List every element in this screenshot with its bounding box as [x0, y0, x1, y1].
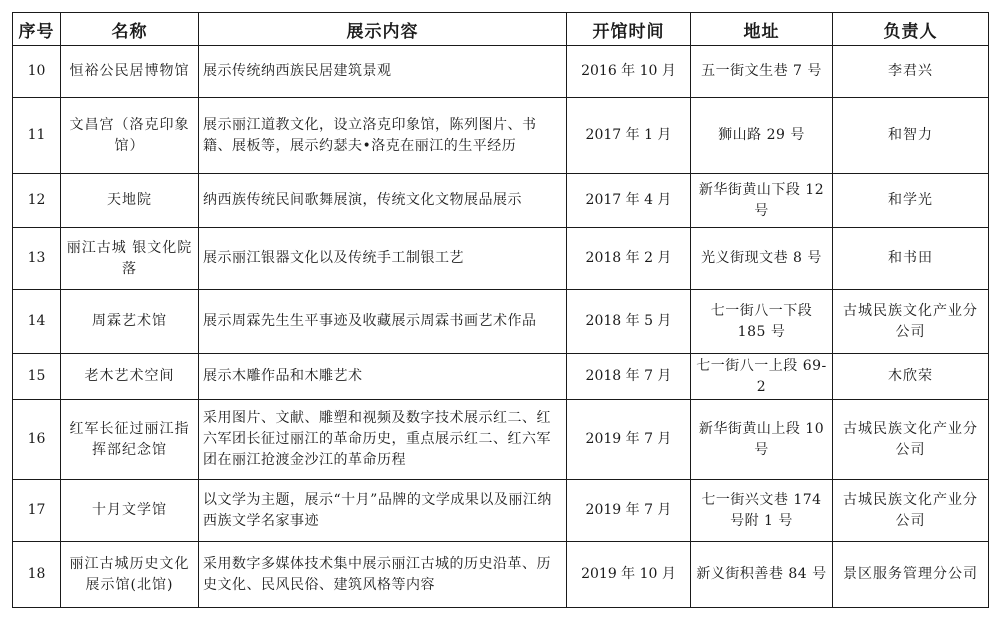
row-opening: 2018 年 2 月 — [567, 228, 691, 290]
row-no: 15 — [13, 354, 61, 400]
row-name: 红军长征过丽江指挥部纪念馆 — [61, 400, 199, 480]
row-address: 七一街八一上段 69-2 — [691, 354, 833, 400]
table-row — [13, 400, 989, 480]
table-row — [13, 290, 989, 354]
row-content: 展示传统纳西族民居建筑景观 — [199, 46, 567, 98]
row-content: 展示丽江道教文化，设立洛克印象馆，陈列图片、书籍、展板等，展示约瑟夫•洛克在丽江的生平经历 — [199, 98, 567, 174]
row-opening: 2016 年 10 月 — [567, 46, 691, 98]
row-no: 11 — [13, 98, 61, 174]
row-no: 12 — [13, 174, 61, 228]
row-no: 14 — [13, 290, 61, 354]
row-owner: 景区服务管理分公司 — [833, 542, 989, 608]
header-name: 名称 — [61, 13, 199, 46]
row-name: 丽江古城 银文化院落 — [61, 228, 199, 290]
table-row — [13, 542, 989, 608]
row-owner: 古城民族文化产业分公司 — [833, 290, 989, 354]
row-no: 13 — [13, 228, 61, 290]
row-owner: 和智力 — [833, 98, 989, 174]
row-address: 五一街文生巷 7 号 — [691, 46, 833, 98]
row-content: 展示丽江银器文化以及传统手工制银工艺 — [199, 228, 567, 290]
row-owner: 和学光 — [833, 174, 989, 228]
table-row — [13, 98, 989, 174]
table-row — [13, 354, 989, 400]
row-name: 老木艺术空间 — [61, 354, 199, 400]
row-name: 十月文学馆 — [61, 480, 199, 542]
row-opening: 2017 年 1 月 — [567, 98, 691, 174]
row-content: 采用图片、文献、雕塑和视频及数字技术展示红二、红六军团长征过丽江的革命历史，重点展示红二、红六军团在丽江抢渡金沙江的革命历程 — [199, 400, 567, 480]
row-content: 纳西族传统民间歌舞展演，传统文化文物展品展示 — [199, 174, 567, 228]
table-row — [13, 46, 989, 98]
row-address: 七一街兴文巷 174 号附 1 号 — [691, 480, 833, 542]
row-name: 文昌宫（洛克印象馆） — [61, 98, 199, 174]
header-owner: 负责人 — [833, 13, 989, 46]
row-address: 新义街积善巷 84 号 — [691, 542, 833, 608]
row-content: 采用数字多媒体技术集中展示丽江古城的历史沿革、历史文化、民风民俗、建筑风格等内容 — [199, 542, 567, 608]
row-content: 展示木雕作品和木雕艺术 — [199, 354, 567, 400]
row-no: 17 — [13, 480, 61, 542]
row-owner: 李君兴 — [833, 46, 989, 98]
row-opening: 2017 年 4 月 — [567, 174, 691, 228]
row-opening: 2018 年 5 月 — [567, 290, 691, 354]
row-no: 18 — [13, 542, 61, 608]
row-owner: 古城民族文化产业分公司 — [833, 480, 989, 542]
row-address: 新华街黄山下段 12 号 — [691, 174, 833, 228]
row-name: 丽江古城历史文化展示馆(北馆) — [61, 542, 199, 608]
row-name: 恒裕公民居博物馆 — [61, 46, 199, 98]
row-owner: 木欣荣 — [833, 354, 989, 400]
row-address: 七一街八一下段 185 号 — [691, 290, 833, 354]
table-row — [13, 480, 989, 542]
row-address: 狮山路 29 号 — [691, 98, 833, 174]
table-header-row — [13, 13, 989, 46]
row-no: 16 — [13, 400, 61, 480]
row-owner: 和书田 — [833, 228, 989, 290]
row-opening: 2019 年 7 月 — [567, 400, 691, 480]
row-name: 天地院 — [61, 174, 199, 228]
row-no: 10 — [13, 46, 61, 98]
row-address: 新华街黄山上段 10 号 — [691, 400, 833, 480]
table-row — [13, 228, 989, 290]
row-address: 光义街现文巷 8 号 — [691, 228, 833, 290]
header-opening: 开馆时间 — [567, 13, 691, 46]
row-content: 以文学为主题，展示“十月”品牌的文学成果以及丽江纳西族文学名家事迹 — [199, 480, 567, 542]
museum-table — [12, 12, 989, 608]
row-opening: 2019 年 7 月 — [567, 480, 691, 542]
header-content: 展示内容 — [199, 13, 567, 46]
table-row — [13, 174, 989, 228]
header-address: 地址 — [691, 13, 833, 46]
header-no: 序号 — [13, 13, 61, 46]
row-name: 周霖艺术馆 — [61, 290, 199, 354]
row-content: 展示周霖先生生平事迹及收藏展示周霖书画艺术作品 — [199, 290, 567, 354]
row-owner: 古城民族文化产业分公司 — [833, 400, 989, 480]
row-opening: 2018 年 7 月 — [567, 354, 691, 400]
row-opening: 2019 年 10 月 — [567, 542, 691, 608]
